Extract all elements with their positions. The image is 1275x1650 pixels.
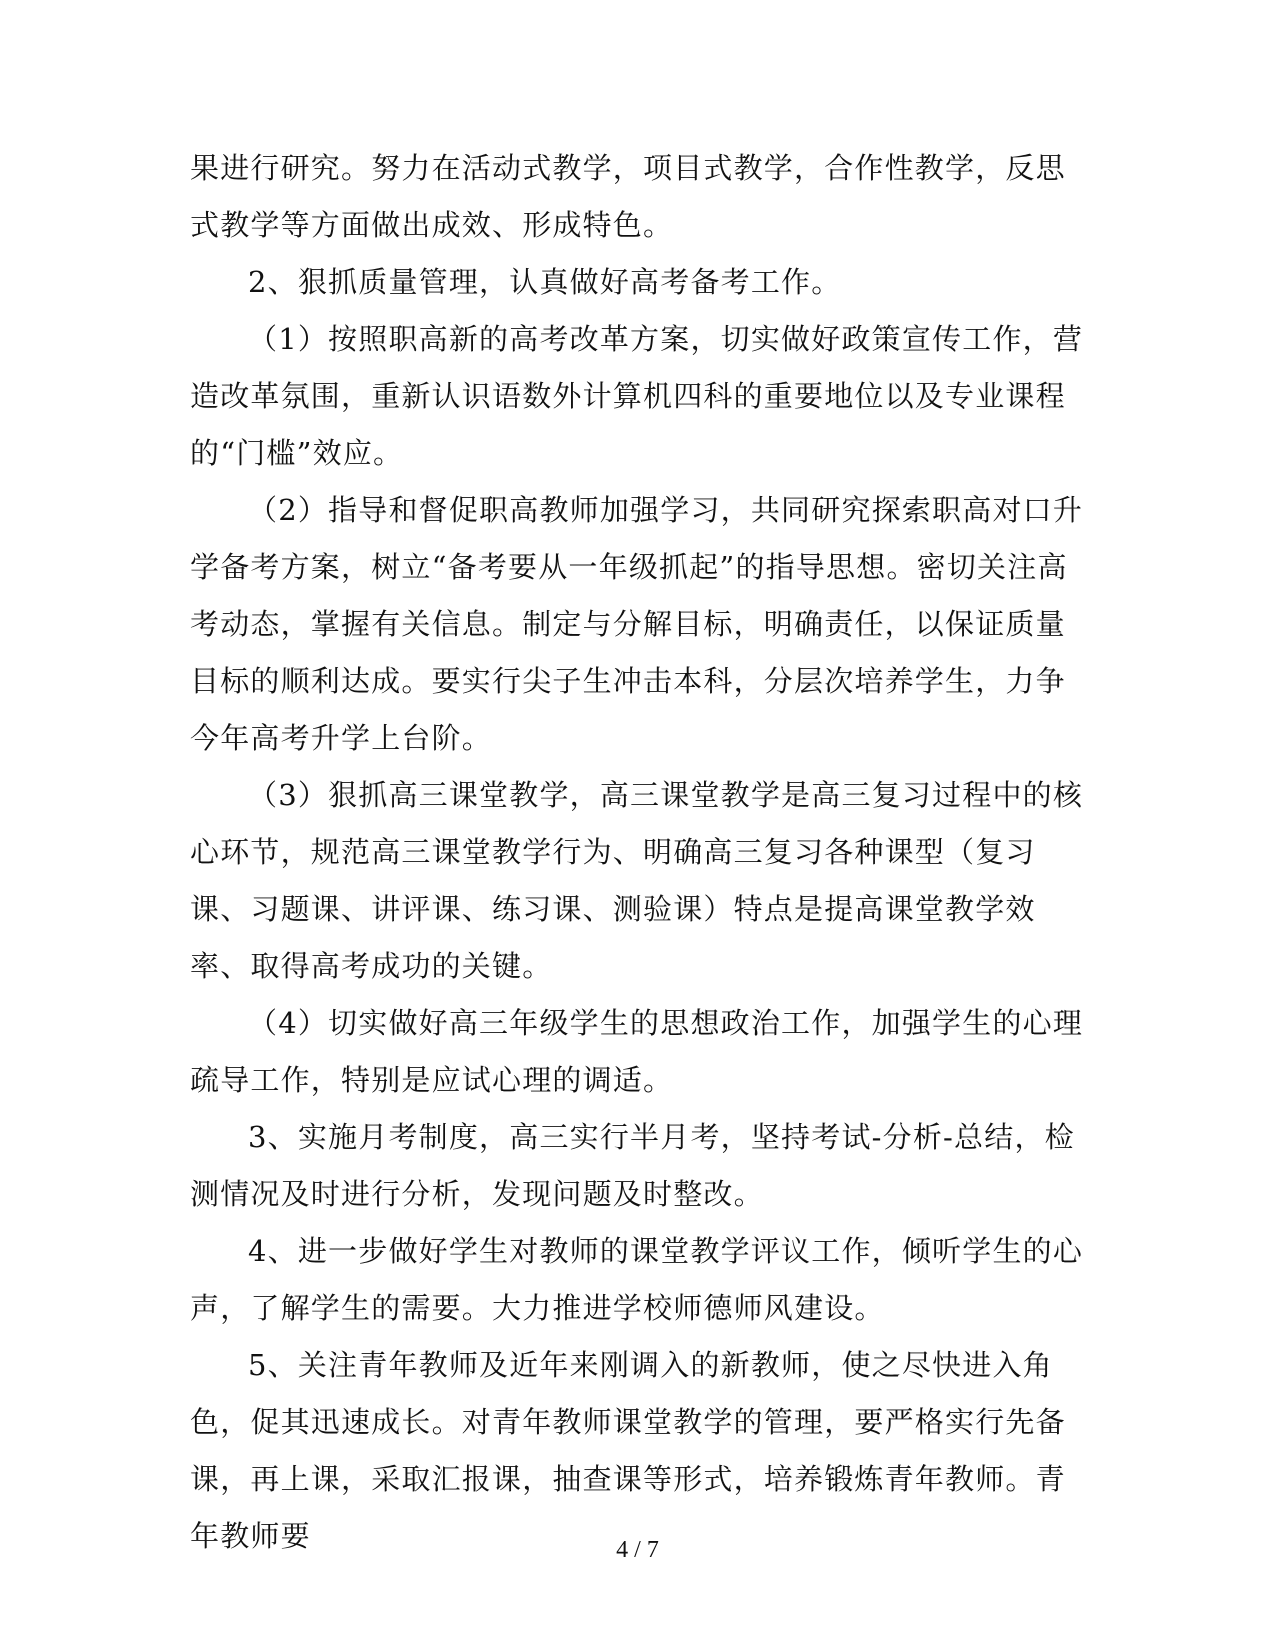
paragraph-5: （3）狠抓高三课堂教学，高三课堂教学是高三复习过程中的核心环节，规范高三课堂教学行为、明确高三复习各种课型（复习课、习题课、讲评课、练习课、测验课）特点是提高课堂教学效率、取得高考成功的关键。 bbox=[190, 778, 1084, 983]
paragraph-4: （2）指导和督促职高教师加强学习，共同研究探索职高对口升学备考方案，树立“备考要从一年级抓起”的指导思想。密切关注高考动态，掌握有关信息。制定与分解目标，明确责任，以保证质量目标的顺利达成。要实行尖子生冲击本科，分层次培养学生，力争今年高考升学上台阶。 bbox=[190, 493, 1084, 755]
paragraph-1: 果进行研究。努力在活动式教学，项目式教学，合作性教学，反思式教学等方面做出成效、形成特色。 bbox=[190, 151, 1066, 242]
paragraph-3: （1）按照职高新的高考改革方案，切实做好政策宣传工作，营造改革氛围，重新认识语数外计算机四科的重要地位以及专业课程的“门槛”效应。 bbox=[190, 322, 1084, 470]
document-body bbox=[190, 140, 1085, 1565]
paragraph-7: 3、实施月考制度，高三实行半月考，坚持考试-分析-总结，检测情况及时进行分析，发现问题及时整改。 bbox=[190, 1120, 1075, 1211]
paragraph-2: 2、狠抓质量管理，认真做好高考备考工作。 bbox=[248, 265, 842, 299]
paragraph-6: （4）切实做好高三年级学生的思想政治工作，加强学生的心理疏导工作，特别是应试心理的调适。 bbox=[190, 1006, 1084, 1097]
paragraph-9: 5、关注青年教师及近年来刚调入的新教师，使之尽快进入角色，促其迅速成长。对青年教师课堂教学的管理，要严格实行先备课，再上课，采取汇报课，抽查课等形式，培养锻炼青年教师。青年教师要 bbox=[190, 1348, 1066, 1553]
page-number: 4 / 7 bbox=[616, 1537, 659, 1563]
paragraph-8: 4、进一步做好学生对教师的课堂教学评议工作，倾听学生的心声，了解学生的需要。大力推进学校师德师风建设。 bbox=[190, 1234, 1084, 1325]
